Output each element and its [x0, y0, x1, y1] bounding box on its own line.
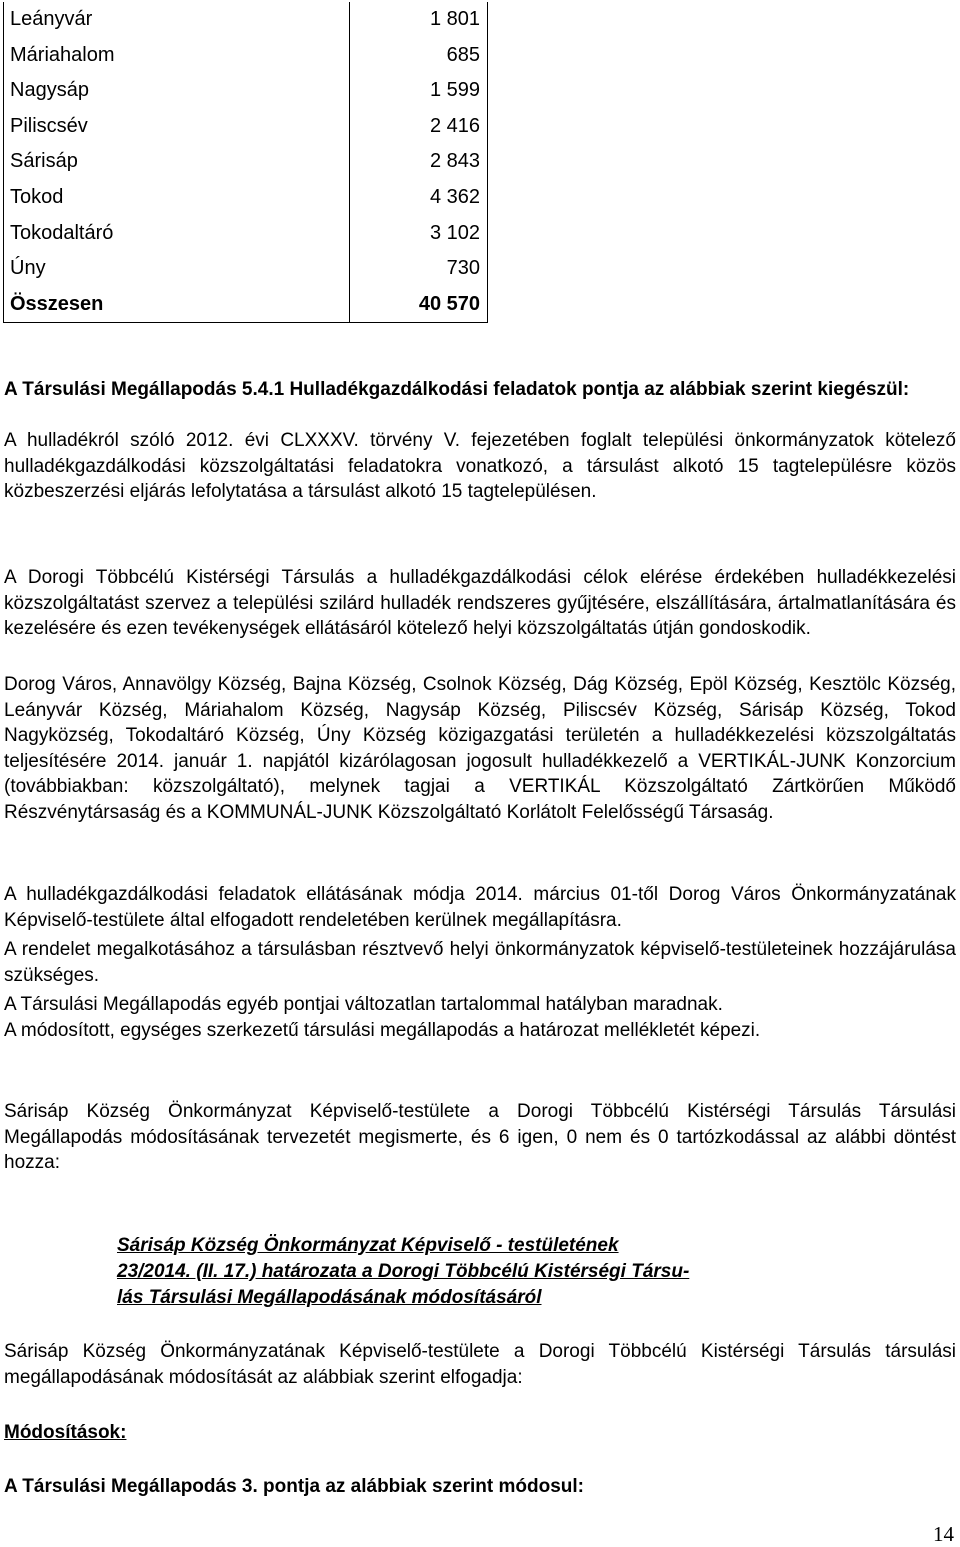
town-name: Leányvár [4, 2, 350, 38]
paragraph-association: A Dorogi Többcélú Kistérségi Társulás a hulladékgazdálkodási célok elérése érdekében hulladékkezelési közszolgáltatást szervez a települési szilárd hulladék rendszeres gyűjtésére, elszállítására, ártalmatlanítására és kezelésére és ezen tevékenységek ellátásáról kötelező helyi közszolgáltatás útján gondoskodik. [4, 567, 956, 640]
paragraph-decree: A rendelet megalkotásához a társulásban résztvevő helyi önkormányzatok képviselő-testületeinek hozzájárulása szükséges. [4, 939, 956, 986]
modifications-label: Módosítások: [4, 1422, 127, 1443]
total-value: 40 570 [350, 287, 488, 323]
paragraph-other: A Társulási Megállapodás egyéb pontjai változatlan tartalommal hatályban maradnak. [4, 994, 723, 1015]
town-name: Máriahalom [4, 38, 350, 74]
table-row [4, 216, 488, 252]
town-name: Sárisáp [4, 144, 350, 180]
total-label: Összesen [4, 287, 350, 323]
table-row [4, 73, 488, 109]
population-value: 1 599 [350, 73, 488, 109]
point-3-heading: A Társulási Megállapodás 3. pontja az alábbiak szerint módosul: [4, 1476, 584, 1497]
town-name: Nagysáp [4, 73, 350, 109]
resolution-title-line-1: Sárisáp Község Önkormányzat Képviselő - testületének [117, 1235, 619, 1256]
population-value: 2 843 [350, 144, 488, 180]
population-table [3, 2, 488, 323]
population-value: 2 416 [350, 109, 488, 145]
table-row [4, 180, 488, 216]
town-name: Tokod [4, 180, 350, 216]
table-row [4, 251, 488, 287]
table-row [4, 2, 488, 38]
population-value: 1 801 [350, 2, 488, 38]
page-number: 14 [933, 1522, 954, 1546]
paragraph-mode: A hulladékgazdálkodási feladatok ellátásának módja 2014. március 01-től Dorog Város Önkormányzatának Képviselő-testülete által elfogadott rendeletében kerülnek megállapításra. [4, 884, 956, 931]
table-total-row [4, 287, 488, 323]
population-value: 730 [350, 251, 488, 287]
population-value: 4 362 [350, 180, 488, 216]
table-row [4, 109, 488, 145]
paragraph-accept: Sárisáp Község Önkormányzatának Képviselő-testülete a Dorogi Többcélú Kistérségi Társulás társulási megállapodásának módosítását az alábbiak szerint elfogadja: [4, 1341, 956, 1388]
resolution-title-line-3: lás Társulási Megállapodásának módosításáról [117, 1287, 542, 1308]
section-heading: A Társulási Megállapodás 5.4.1 Hulladékgazdálkodási feladatok pontja az alábbiak szerint kiegészül: [4, 379, 910, 400]
paragraph-annex: A módosított, egységes szerkezetű társulási megállapodás a határozat mellékletét képezi. [4, 1020, 761, 1041]
town-name: Piliscsév [4, 109, 350, 145]
population-value: 685 [350, 38, 488, 74]
paragraph-law: A hulladékról szóló 2012. évi CLXXXV. törvény V. fejezetében foglalt települési önkormányzatok kötelező hulladékgazdálkodási közszolgáltatási feladatokra vonatkozó, a társulást alkotó 15 tagtelepülésre közös közbeszerzési eljárás lefolytatása a társulást alkotó 15 tagtelepülésen. [4, 430, 956, 503]
town-name: Úny [4, 251, 350, 287]
paragraph-towns: Dorog Város, Annavölgy Község, Bajna Község, Csolnok Község, Dág Község, Epöl Község, Kesztölc Község, Leányvár Község, Máriahalom Község, Nagysáp Község, Piliscsév Község, Sárisáp Község, Tokod Nagyközség, Tokodaltáró Község, Úny Község közigazgatási területén a hulladékkezelési közszolgáltatás teljesítésére 2014. január 1. napjától kizárólagosan jogosult hulladékkezelő a VERTIKÁL-JUNK Konzorcium (továbbiakban: közszolgáltató), melynek tagjai a VERTIKÁL Közszolgáltató Zártkörűen Működő Részvénytársaság és a KOMMUNÁL-JUNK Közszolgáltató Korlátolt Felelősségű Társaság. [4, 674, 956, 823]
table-row [4, 38, 488, 74]
town-name: Tokodaltáró [4, 216, 350, 252]
population-value: 3 102 [350, 216, 488, 252]
paragraph-vote: Sárisáp Község Önkormányzat Képviselő-testülete a Dorogi Többcélú Kistérségi Társulás Társulási Megállapodás módosításának tervezetét megismerte, és 6 igen, 0 nem és 0 tartózkodással az alábbi döntést hozza: [4, 1101, 956, 1174]
resolution-title-line-2: 23/2014. (II. 17.) határozata a Dorogi Többcélú Kistérségi Társu- [117, 1261, 690, 1282]
table-row [4, 144, 488, 180]
